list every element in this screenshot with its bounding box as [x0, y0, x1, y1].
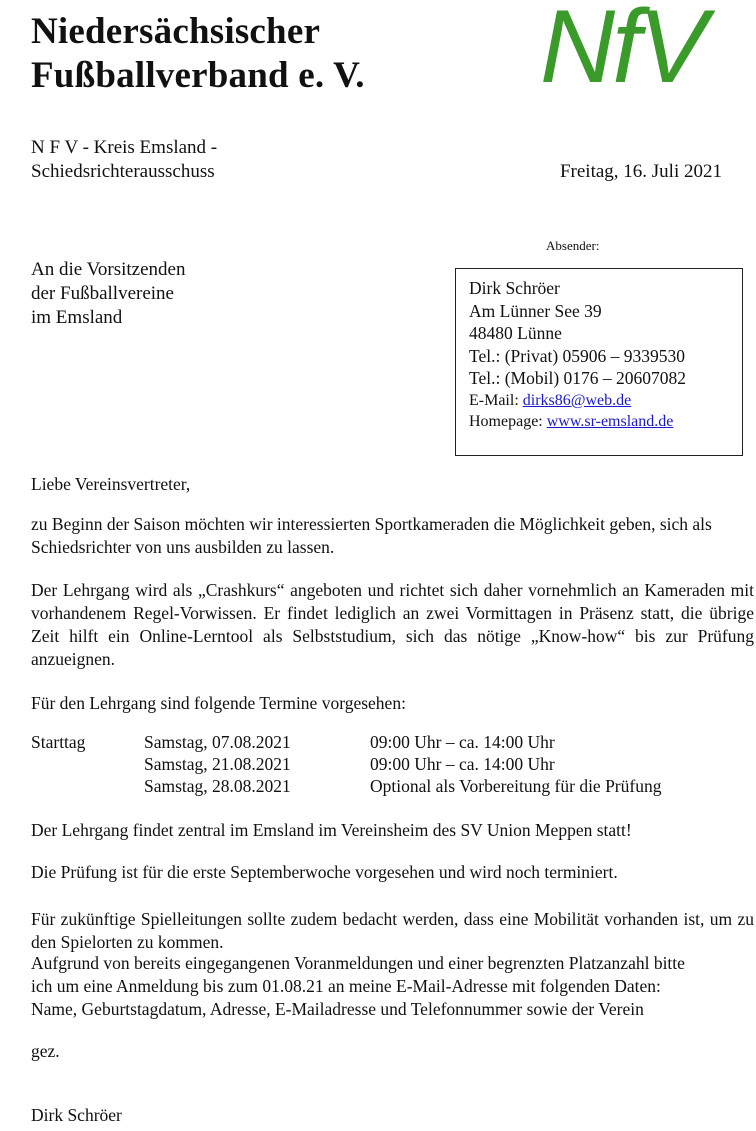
recipient-block	[31, 258, 185, 330]
schedule-start-label: Starttag	[31, 732, 86, 752]
registration-line3: Name, Geburtstagdatum, Adresse, E-Mailadresse und Telefonnummer sowie der Verein	[31, 999, 644, 1019]
greeting: Liebe Vereinsvertreter,	[31, 474, 191, 494]
closing: gez.	[31, 1041, 60, 1061]
paragraph-location: Der Lehrgang findet zentral im Emsland im Vereinsheim des SV Union Meppen statt!	[31, 820, 632, 840]
signature: Dirk Schröer	[31, 1105, 122, 1125]
paragraph-dates-intro: Für den Lehrgang sind folgende Termine vorgesehen:	[31, 693, 406, 713]
sender-email-label: E-Mail:	[469, 391, 519, 409]
schedule-time: 09:00 Uhr – ca. 14:00 Uhr	[370, 732, 555, 752]
recipient-line1: An die Vorsitzenden	[31, 259, 186, 280]
sender-homepage-link[interactable]: www.sr-emsland.de	[546, 412, 674, 430]
letter-date: Freitag, 16. Juli 2021	[559, 161, 722, 182]
district-line1: N F V - Kreis Emsland -	[31, 137, 218, 158]
sender-name: Dirk Schröer	[469, 278, 560, 298]
recipient-line2: der Fußballvereine	[31, 283, 174, 304]
schedule-time: 09:00 Uhr – ca. 14:00 Uhr	[370, 754, 555, 774]
paragraph-registration	[31, 952, 754, 1021]
nfv-logo: NfV	[540, 0, 705, 105]
sender-street: Am Lünner See 39	[469, 300, 602, 321]
org-title-line2: Fußballverband e. V.	[31, 55, 365, 96]
district-line2: Schiedsrichterausschuss	[31, 161, 215, 182]
schedule-date: Samstag, 28.08.2021	[144, 776, 291, 796]
sender-email-link[interactable]: dirks86@web.de	[522, 391, 632, 409]
org-title	[31, 10, 365, 98]
schedule-date: Samstag, 21.08.2021	[144, 754, 291, 774]
paragraph-intro: zu Beginn der Saison möchten wir interessierten Sportkameraden die Möglichkeit geben, sich als Schiedsrichter von uns ausbilden zu lassen.	[31, 514, 712, 557]
sender-label: Absender:	[546, 238, 600, 253]
sender-homepage-row	[469, 411, 742, 432]
sender-email-row	[469, 390, 742, 411]
registration-line2: ich um eine Anmeldung bis zum 01.08.21 an meine E-Mail-Adresse mit folgenden Daten:	[31, 976, 661, 996]
sender-homepage-label: Homepage:	[469, 412, 543, 430]
sender-phone-mobile: Tel.: (Mobil) 0176 – 20607082	[469, 368, 687, 388]
sender-phone-private: Tel.: (Privat) 05906 – 9339530	[469, 345, 686, 366]
paragraph-course: Der Lehrgang wird als „Crashkurs“ angeboten und richtet sich daher vornehmlich an Kameraden mit vorhandenem Regel-Vorwissen. Er findet lediglich an zwei Vormittagen in Präsenz statt, die übrige Zeit hilft ein Online-Lerntool als Selbststudium, sich das nötige „Know-how“ bis zur Prüfung anzueignen.	[31, 580, 754, 669]
sender-city: 48480 Lünne	[469, 323, 562, 343]
org-title-line1: Niedersächsischer	[31, 11, 321, 52]
paragraph-mobility: Für zukünftige Spielleitungen sollte zudem bedacht werden, dass eine Mobilität vorhanden ist, um zu den Spielorten zu kommen.	[31, 909, 754, 952]
schedule-time: Optional als Vorbereitung für die Prüfung	[370, 776, 662, 796]
registration-line1: Aufgrund von bereits eingegangenen Voranmeldungen und einer begrenzten Platzanzahl bitte	[31, 953, 685, 973]
district-block	[31, 136, 217, 184]
sender-box	[455, 268, 743, 456]
recipient-line3: im Emsland	[31, 307, 123, 328]
paragraph-exam: Die Prüfung ist für die erste Septemberwoche vorgesehen und wird noch terminiert.	[31, 862, 618, 882]
schedule-date: Samstag, 07.08.2021	[144, 732, 291, 752]
